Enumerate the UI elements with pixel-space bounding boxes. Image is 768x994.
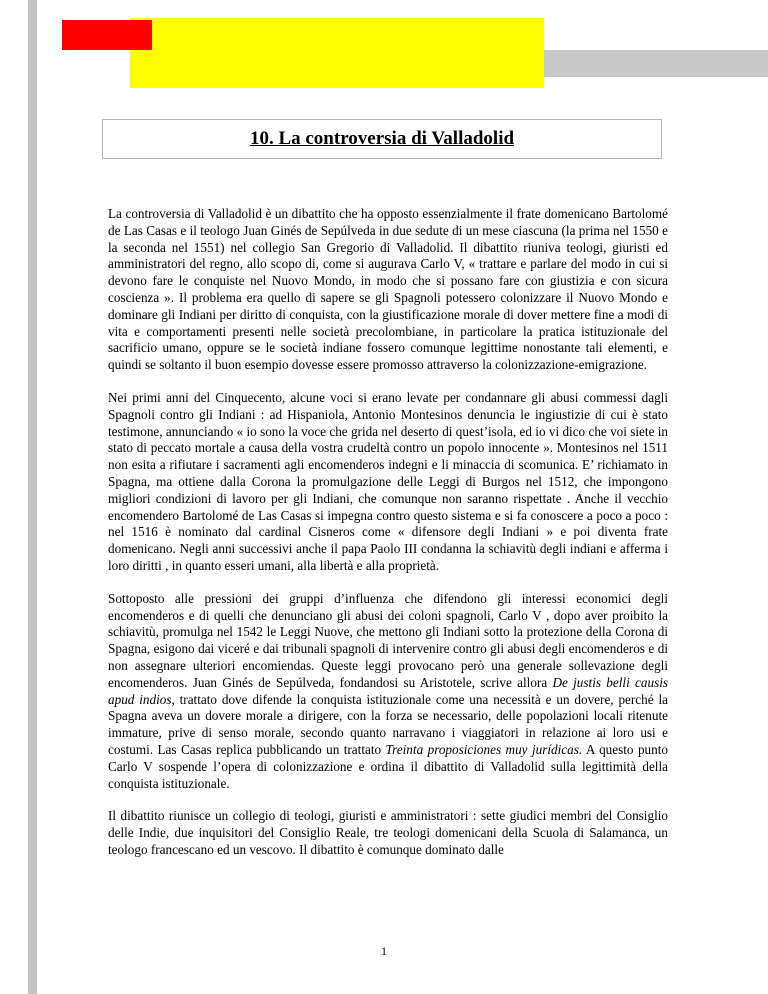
- left-margin-bar: [28, 0, 37, 994]
- paragraph: [108, 808, 668, 858]
- page-number: 1: [381, 944, 387, 958]
- page-title: 10. La controversia di Valladolid: [249, 128, 515, 149]
- text-run: Il dibattito riunisce un collegio di teologi, giuristi e amministratori : sette giudici membri del Consiglio delle Indie, due inquisitori del Consiglio Reale, tre teologi domenicani della Scuola di Salamanca, un teologo francescano ed un vescovo. Il dibattito è comunque dominato dalle: [108, 808, 668, 857]
- text-run: , trattato dove difende la conquista istituzionale come una necessità e un dovere, perché la Spagna aveva un dovere morale a dirigere, con la forza se necessario, delle popolazioni locali ritenute immature, prive di senso morale, secondo quanto narravano i viaggiatori in relazione ai loro usi e costumi. Las Casas replica pubblicando un trattato: [108, 691, 668, 757]
- text-run: Nei primi anni del Cinquecento, alcune voci si erano levate per condannare gli abusi commessi dagli Spagnoli contro gli Indiani : ad Hispaniola, Antonio Montesinos denuncia le ingiustizie di cui è stato testimone, annunciando « io sono la voce che grida nel deserto di quest’isola, ed io vi dico che voi siete in stato di peccato mortale a causa della vostra crudeltà contro un popolo innocente ». Montesinos nel 1511 non esita a rifiutare i sacramenti agli encomenderos indegni e li minaccia di scomunica. E’ richiamato in Spagna, ma ottiene dalla Corona la promulgazione delle Leggi di Burgos nel 1512, che impongono migliori condizioni di lavoro per gli Indiani, che comunque non saranno rispettate . Anche il vecchio encomendero Bartolomé de Las Casas si impegna contro questo sistema e si fa conoscere a poco a poco : nel 1516 è nominato dal cardinal Cisneros come « difensore degli Indiani » e poi diventa frate domenicano. Negli anni successivi anche il papa Paolo III condanna la schiavitù degli indiani e afferma i loro diritti , in quanto esseri umani, alla libertà e alla proprietà.: [108, 389, 668, 573]
- paragraph: [108, 390, 668, 575]
- text-run: La controversia di Valladolid è un dibattito che ha opposto essenzialmente il frate domenicano Bartolomé de Las Casas e il teologo Juan Ginés de Sepúlveda in due sedute di un mese ciascuna (la prima nel 1550 e la seconda nel 1551) nel collegio San Gregorio di Valladolid. Il dibattito riuniva teologi, giuristi ed amministratori del regno, allo scopo di, come si augurava Carlo V, « trattare e parlare del modo in cui si devono fare le conquiste nel Nuovo Mondo, in modo che si possano fare con giustizia e con sicura coscienza ». Il problema era quello di sapere se gli Spagnoli potessero colonizzare il Nuovo Mondo e dominare gli Indiani per diritto di conquista, con la giustificazione morale di dover mettere fine a modi di vita e comportamenti presenti nelle società precolombiane, in particolare la pratica istituzionale del sacrificio umano, oppure se le società indiane fossero comunque legittime nonostante tali elementi, e quindi se soltanto il buon esempio dovesse essere promosso attraverso la colonizzazione-emigrazione.: [108, 206, 668, 373]
- paragraph: [108, 591, 668, 793]
- header-yellow-box: [130, 18, 544, 88]
- text-run: A questo punto Carlo V sospende l’opera di colonizzazione e ordina il dibattito di Valladolid sulla legittimità della conquista istituzionale.: [108, 741, 668, 791]
- italic-title: Treinta proposiciones muy jurídicas.: [385, 741, 583, 757]
- header-red-box: [62, 20, 152, 50]
- italic-title: De justis belli causis apud indios: [108, 674, 668, 707]
- title-box: [102, 119, 662, 159]
- text-run: Sottoposto alle pressioni dei gruppi d’influenza che difendono gli interessi economici degli encomenderos e di quelli che denunciano gli abusi dei coloni spagnoli, Carlo V , dopo aver proibito la schiavitù, promulga nel 1542 le Leggi Nuove, che mettono gli Indiani sotto la protezione della Corona di Spagna, esigono dai viceré e dai tribunali spagnoli di intervenire contro gli abusi degli encomenderos e di non assegnare ulteriori encomiendas. Queste leggi provocano però una generale sollevazione degli encomenderos. Juan Ginés de Sepúlveda, fondandosi su Aristotele, scrive allora: [108, 590, 668, 690]
- paragraph: [108, 206, 668, 374]
- document-body: [108, 206, 668, 875]
